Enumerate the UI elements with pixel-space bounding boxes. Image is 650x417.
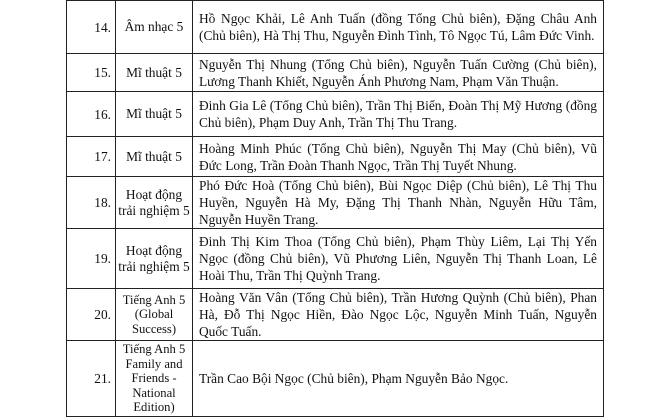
row-number: 21. [67,341,116,417]
table-row [67,92,604,137]
row-number: 20. [67,289,116,341]
subject-name: Tiếng Anh 5 (Global Success) [116,289,193,341]
authors-list [193,54,604,92]
authors-text: Nguyễn Thị Nhung (Tổng Chủ biên), Nguyễn Tuấn Cường (Chủ biên), Lương Thanh Khiết, Nguyễn Ánh Phương Nam, Phạm Văn Thuận. [199,56,597,89]
table-row [67,177,604,229]
row-number: 16. [67,92,116,137]
table-row [67,54,604,92]
row-number: 17. [67,137,116,177]
row-number: 14. [67,1,116,54]
authors-list [193,177,604,229]
authors-text: Hoàng Minh Phúc (Tổng Chủ biên), Nguyễn Thị May (Chủ biên), Vũ Đức Long, Trần Đoàn Thanh Ngọc, Trần Thị Tuyết Nhung. [199,140,597,173]
authors-text: Đinh Thị Kim Thoa (Tổng Chủ biên), Phạm Thùy Liêm, Lại Thị Yến Ngọc (đồng Chủ biên), Vũ Phương Liên, Nguyễn Thị Thanh Loan, Lê Hoài Thu, Trần Thị Quỳnh Trang. [199,234,597,283]
subject-name: Tiếng Anh 5 Family and Friends - National Edition) [116,341,193,417]
subject-name: Mĩ thuật 5 [116,92,193,137]
subject-name: Hoạt động trải nghiệm 5 [116,229,193,289]
authors-text: Hoàng Văn Vân (Tổng Chủ biên), Trần Hương Quỳnh (Chủ biên), Phan Hà, Đỗ Thị Ngọc Hiền, Đào Ngọc Lộc, Nguyễn Minh Tuấn, Nguyễn Quốc Tuấn. [199,290,597,339]
authors-list [193,229,604,289]
table-row [67,1,604,54]
authors-list [193,92,604,137]
subject-name: Hoạt động trải nghiệm 5 [116,177,193,229]
row-number: 19. [67,229,116,289]
authors-text: Hồ Ngọc Khải, Lê Anh Tuấn (đồng Tổng Chủ biên), Đặng Châu Anh (Chủ biên), Hà Thị Thu, Nguyễn Đình Tình, Tô Ngọc Tú, Lâm Đức Vinh. [199,11,597,43]
authors-text: Đinh Gia Lê (Tổng Chủ biên), Trần Thị Biển, Đoàn Thị Mỹ Hương (đồng Chủ biên), Phạm Duy Anh, Trần Thị Thu Trang. [199,98,597,130]
authors-text: Phó Đức Hoà (Tổng Chủ biên), Bùi Ngọc Diệp (Chủ biên), Lê Thị Thu Huyền, Nguyễn Hà My, Đặng Thị Thanh Nhàn, Nguyễn Hữu Tâm, Nguyễn Huyền Trang. [199,178,597,227]
row-number: 15. [67,54,116,92]
subject-name: Mĩ thuật 5 [116,54,193,92]
row-number: 18. [67,177,116,229]
authors-list [193,137,604,177]
textbook-authors-table [66,0,604,417]
authors-text: Trần Cao Bội Ngọc (Chủ biên), Phạm Nguyễn Bảo Ngọc. [199,371,509,386]
table-row [67,341,604,417]
table-row [67,289,604,341]
authors-list [193,1,604,54]
subject-name: Mĩ thuật 5 [116,137,193,177]
authors-list [193,341,604,417]
table-row [67,229,604,289]
table-row [67,137,604,177]
subject-name: Âm nhạc 5 [116,1,193,54]
authors-list [193,289,604,341]
